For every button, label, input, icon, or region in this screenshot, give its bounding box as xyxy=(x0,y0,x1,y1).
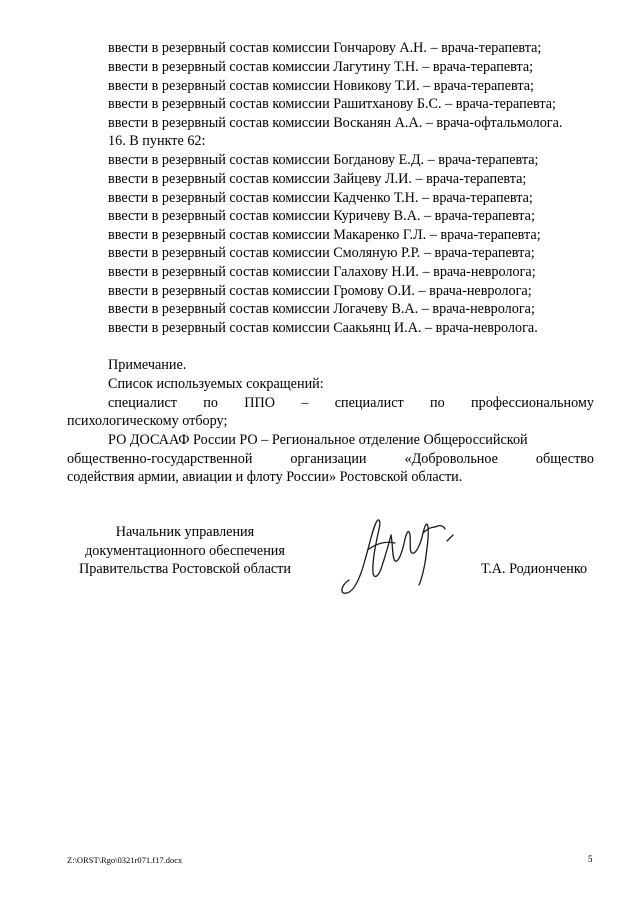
list-item: ввести в резервный состав комиссии Галахову Н.И. – врача-невролога; xyxy=(108,264,536,280)
abbrev-item-2-line-1: РО ДОСААФ России РО – Региональное отделение Общероссийской xyxy=(108,432,528,448)
word: по xyxy=(203,395,218,411)
word: общественно-государственной xyxy=(67,451,253,467)
section-heading: 16. В пункте 62: xyxy=(108,133,206,149)
list-item: ввести в резервный состав комиссии Гончарову А.Н. – врача-терапевта; xyxy=(108,40,542,56)
word: профессиональному xyxy=(471,395,594,411)
abbrev-heading: Список используемых сокращений: xyxy=(108,376,324,392)
word: – xyxy=(301,395,309,411)
list-item: ввести в резервный состав комиссии Логачеву В.А. – врача-невролога; xyxy=(108,301,535,317)
list-item: ввести в резервный состав комиссии Громову О.И. – врача-невролога; xyxy=(108,283,532,299)
word: общество xyxy=(535,451,594,467)
word: организации xyxy=(290,451,367,467)
list-item: ввести в резервный состав комиссии Рашитханову Б.С. – врача-терапевта; xyxy=(108,96,556,112)
word: специалист xyxy=(334,395,404,411)
list-item: ввести в резервный состав комиссии Саакьянц И.А. – врача-невролога. xyxy=(108,320,538,336)
word: «Добровольное xyxy=(404,451,498,467)
list-item: ввести в резервный состав комиссии Куричеву В.А. – врача-терапевта; xyxy=(108,208,535,224)
signer-position-line: Начальник управления xyxy=(115,524,255,540)
signer-position-line: Правительства Ростовской области xyxy=(79,561,291,577)
list-item: ввести в резервный состав комиссии Зайцеву Л.И. – врача-терапевта; xyxy=(108,171,527,187)
abbrev-item-2-line-2 xyxy=(67,450,594,468)
list-item: ввести в резервный состав комиссии Восканян А.А. – врача-офтальмолога. xyxy=(108,115,563,131)
list-item: ввести в резервный состав комиссии Смоляную Р.Р. – врача-терапевта; xyxy=(108,245,535,261)
page-number: 5 xyxy=(588,854,593,864)
abbrev-item-1-line-2: психологическому отбору; xyxy=(67,413,228,429)
file-path: Z:\ORST\Rgo\0321r071.f17.docx xyxy=(67,855,183,865)
signer-position xyxy=(60,523,310,579)
note-title: Примечание. xyxy=(108,357,187,373)
list-item: ввести в резервный состав комиссии Лагутину Т.Н. – врача-терапевта; xyxy=(108,59,534,75)
word: по xyxy=(430,395,445,411)
abbrev-item-2-line-3: содействия армии, авиации и флоту России» Ростовской области. xyxy=(67,469,463,485)
list-item: ввести в резервный состав комиссии Новикову Т.И. – врача-терапевта; xyxy=(108,78,534,94)
signer-position-line: документационного обеспечения xyxy=(85,542,285,559)
signer-name: Т.А. Родионченко xyxy=(481,561,588,577)
word: специалист xyxy=(108,395,177,411)
handwritten-signature xyxy=(335,505,460,600)
word: ППО xyxy=(244,395,276,411)
list-item: ввести в резервный состав комиссии Богданову Е.Д. – врача-терапевта; xyxy=(108,152,539,168)
list-item: ввести в резервный состав комиссии Кадченко Т.Н. – врача-терапевта; xyxy=(108,190,533,206)
abbrev-item-1-line-1 xyxy=(108,394,594,412)
list-item: ввести в резервный состав комиссии Макаренко Г.Л. – врача-терапевта; xyxy=(108,227,541,243)
